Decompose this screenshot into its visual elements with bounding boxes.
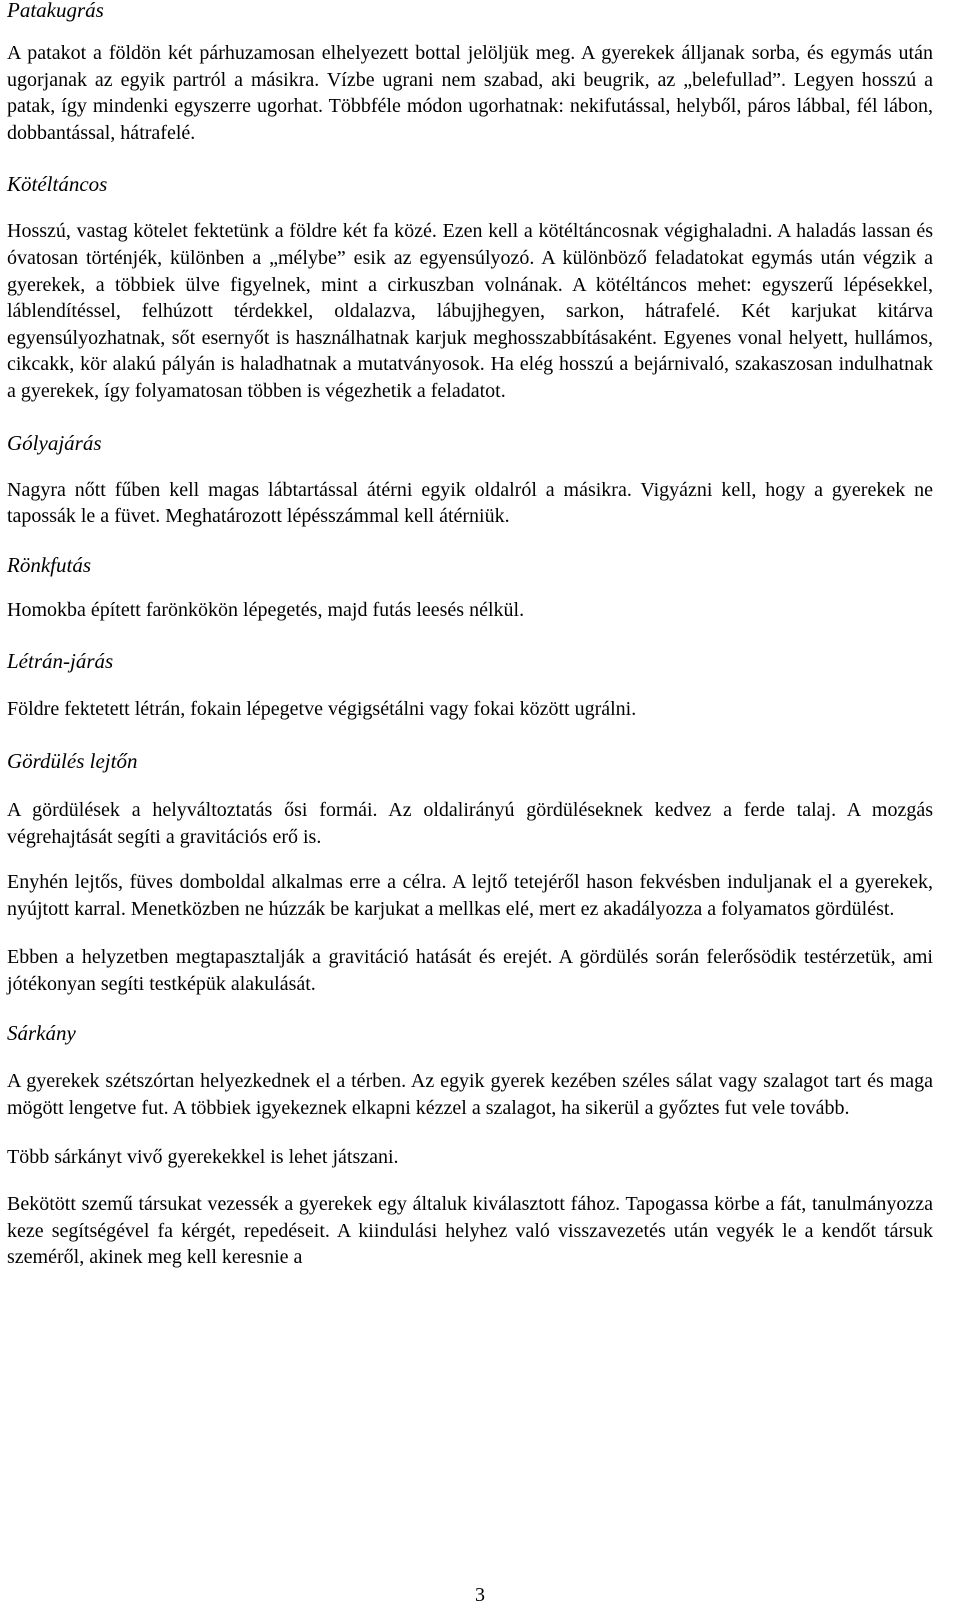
section-title: Létrán-járás — [7, 649, 114, 674]
document-page — [7, 0, 933, 1271]
section-title: Patakugrás — [7, 0, 104, 22]
section-paragraph: A gördülések a helyváltoztatás ősi formái. Az oldalirányú gördüléseknek kedvez a ferde talaj. A mozgás végrehajtását segíti a gravitációs erő is. — [7, 798, 933, 848]
section-golyajaras — [7, 428, 933, 530]
section-paragraph: Nagyra nőtt fűben kell magas lábtartással átérni egyik oldalról a másikra. Vigyázni kell, hogy a gyerekek ne tapossák le a füvet. Meghatározott lépésszámmal kell átérniük. — [7, 478, 933, 528]
section-title: Rönkfutás — [7, 552, 91, 577]
section-sarkany — [7, 1018, 933, 1271]
section-letranjaras — [7, 646, 933, 723]
section-title: Sárkány — [7, 1021, 76, 1046]
section-paragraph: Enyhén lejtős, füves domboldal alkalmas erre a célra. A lejtő tetejéről hason fekvésben induljanak el a gyerekek, nyújtott karral. Menetközben ne húzzák be karjukat a mellkas elé, mert ez akadályozza a folyamatos gördülést. — [7, 871, 933, 920]
section-patakugras — [7, 0, 933, 146]
section-title: Gördülés lejtőn — [7, 748, 138, 773]
section-paragraph: A patakot a földön két párhuzamosan elhelyezett bottal jelöljük meg. A gyerekek álljanak sorba, és egymás után ugorjanak az egyik partról a másikra. Vízbe ugrani nem szabad, aki beugrik, az „belefullad”. Legyen hosszú a patak, így mindenki egyszerre ugorhat. Többféle módon ugorhatnak: nekifutással, helyből, páros lábbal, fél lábon, dobbantással, hátrafelé. — [7, 42, 933, 144]
section-paragraph: Több sárkányt vivő gyerekekkel is lehet játszani. — [7, 1145, 399, 1168]
section-paragraph: Bekötött szemű társukat vezessék a gyerekek egy általuk kiválasztott fához. Tapogassa körbe a fát, tanulmányozza keze segítségével fa kérgét, repedéseit. A kiindulási helyhez való visszavezetés után vegyék le a kendőt társuk szeméről, akinek meg kell keresnie a — [7, 1193, 933, 1269]
section-paragraph: Homokba épített farönkökön lépegetés, majd futás leesés nélkül. — [7, 598, 525, 621]
section-title: Kötéltáncos — [7, 172, 108, 197]
section-paragraph: Ebben a helyzetben megtapasztalják a gravitáció hatását és erejét. A gördülés során felerősödik testérzetük, ami jótékonyan segíti testképük alakulását. — [7, 946, 933, 995]
page-number: 3 — [475, 1584, 485, 1606]
section-paragraph: Hosszú, vastag kötelet fektetünk a földre két fa közé. Ezen kell a kötéltáncosnak végighaladni. A haladás lassan és óvatosan történjék, különben a „mélybe” esik az egyensúlyozó. A különböző feladatokat egymás után végzik a gyerekek, a többiek ülve figyelnek, mint a cirkuszban volnának. A kötéltáncos mehet: egyszerű lépésekkel, láblendítéssel, felhúzott térdekkel, oldalazva, lábujjhegyen, sarkon, hátrafelé. Két karjukat kitárva egyensúlyozhatnak, sőt esernyőt is használhatnak karjuk meghosszabbításaként. Egyenes vonal helyett, hullámos, cikcakk, kör alakú pályán is haladhatnak a mutatványosok. Ha elég hosszú a bejárnivaló, szakaszosan indulhatnak a gyerekek, így folyamatosan többen is végezhetik a feladatot. — [7, 220, 933, 402]
section-koteltancos — [7, 169, 933, 404]
section-title: Gólyajárás — [7, 430, 102, 455]
section-gordules — [7, 746, 933, 998]
section-ronkfutas — [7, 550, 933, 624]
section-paragraph: Földre fektetett létrán, fokain lépegetve végigsétálni vagy fokai között ugrálni. — [7, 698, 637, 721]
section-paragraph: A gyerekek szétszórtan helyezkednek el a térben. Az egyik gyerek kezében széles sálat vagy szalagot tart és maga mögött lengetve fut. A többiek igyekeznek elkapni kézzel a szalagot, ha sikerül a győztes fut vele tovább. — [7, 1070, 933, 1120]
